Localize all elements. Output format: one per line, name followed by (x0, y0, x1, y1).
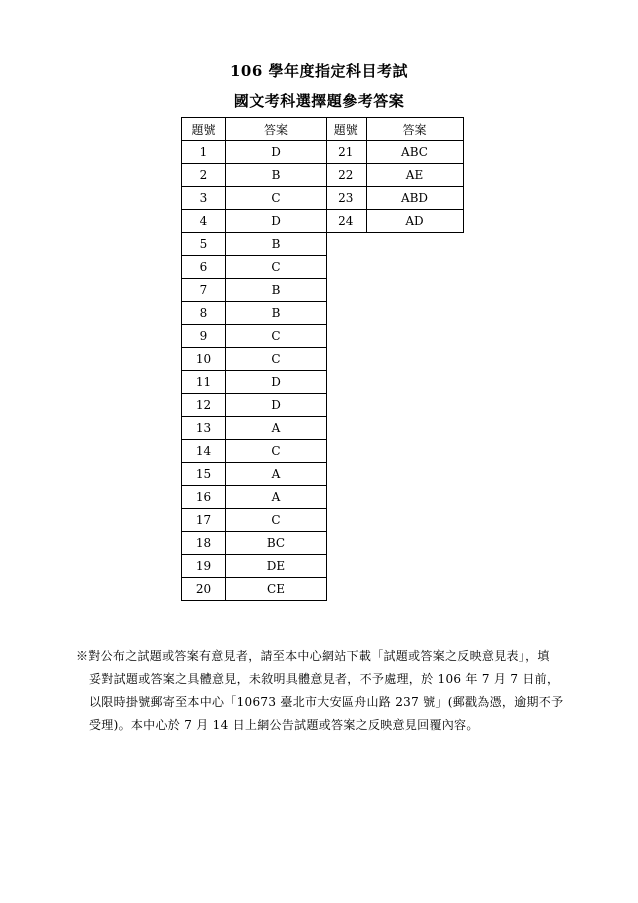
table-row (326, 164, 463, 187)
answer-cell: AD (366, 210, 463, 233)
table-row (182, 486, 327, 509)
question-number: 15 (182, 463, 226, 486)
answer-table-left (181, 117, 327, 601)
column-header-answer: 答案 (366, 118, 463, 141)
table-row (182, 279, 327, 302)
table-row (182, 141, 327, 164)
notice-line: 受理)。本中心於 7 月 14 日上網公告試題或答案之反映意見回覆內容。 (89, 718, 479, 732)
question-number: 1 (182, 141, 226, 164)
answer-cell: C (226, 440, 327, 463)
notice-line: 妥對試題或答案之具體意見，未敘明具體意見者，不予處理，於 106 年 7 月 7 日前， (89, 672, 560, 686)
column-header-number: 題號 (182, 118, 226, 141)
answer-cell: C (226, 348, 327, 371)
table-row (182, 210, 327, 233)
answer-cell: BC (226, 532, 327, 555)
answer-cell: C (226, 325, 327, 348)
table-row (326, 187, 463, 210)
answer-cell: B (226, 164, 327, 187)
question-number: 19 (182, 555, 226, 578)
question-number: 23 (326, 187, 366, 210)
question-number: 7 (182, 279, 226, 302)
table-row (182, 463, 327, 486)
question-number: 22 (326, 164, 366, 187)
table-row (182, 371, 327, 394)
answer-cell: CE (226, 578, 327, 601)
table-row (182, 440, 327, 463)
table-row (182, 532, 327, 555)
answer-cell: D (226, 141, 327, 164)
table-row (182, 394, 327, 417)
table-row (182, 325, 327, 348)
question-number: 4 (182, 210, 226, 233)
answer-cell: AE (366, 164, 463, 187)
question-number: 3 (182, 187, 226, 210)
question-number: 20 (182, 578, 226, 601)
answer-cell: B (226, 233, 327, 256)
question-number: 18 (182, 532, 226, 555)
question-number: 2 (182, 164, 226, 187)
question-number: 6 (182, 256, 226, 279)
column-header-number: 題號 (326, 118, 366, 141)
document-title: 106 學年度指定科目考試 (229, 62, 409, 80)
table-row (182, 187, 327, 210)
answer-cell: D (226, 210, 327, 233)
question-number: 8 (182, 302, 226, 325)
question-number: 16 (182, 486, 226, 509)
answer-cell: C (226, 509, 327, 532)
answer-cell: D (226, 371, 327, 394)
table-row (326, 210, 463, 233)
answer-cell: A (226, 417, 327, 440)
table-row (326, 141, 463, 164)
table-row (182, 164, 327, 187)
question-number: 21 (326, 141, 366, 164)
table-row (182, 302, 327, 325)
table-row (182, 233, 327, 256)
question-number: 9 (182, 325, 226, 348)
table-header-row (182, 118, 327, 141)
answer-cell: A (226, 463, 327, 486)
question-number: 13 (182, 417, 226, 440)
question-number: 5 (182, 233, 226, 256)
answer-table-left-body (182, 141, 327, 601)
notice-line: 以限時掛號郵寄至本中心「10673 臺北市大安區舟山路 237 號」(郵戳為憑，逾期不予 (89, 695, 564, 709)
question-number: 14 (182, 440, 226, 463)
question-number: 24 (326, 210, 366, 233)
question-number: 10 (182, 348, 226, 371)
table-row (182, 348, 327, 371)
answer-cell: B (226, 279, 327, 302)
table-row (182, 256, 327, 279)
objection-notice (76, 645, 576, 737)
document-subtitle: 國文考科選擇題參考答案 (233, 92, 405, 110)
answer-cell: C (226, 187, 327, 210)
table-row (182, 555, 327, 578)
question-number: 17 (182, 509, 226, 532)
table-row (182, 578, 327, 601)
answer-cell: A (226, 486, 327, 509)
answer-cell: ABD (366, 187, 463, 210)
answer-cell: C (226, 256, 327, 279)
column-header-answer: 答案 (226, 118, 327, 141)
answer-table-right (326, 117, 464, 233)
answer-cell: B (226, 302, 327, 325)
answer-cell: ABC (366, 141, 463, 164)
answer-cell: D (226, 394, 327, 417)
table-row (182, 417, 327, 440)
answer-cell: DE (226, 555, 327, 578)
question-number: 12 (182, 394, 226, 417)
question-number: 11 (182, 371, 226, 394)
answer-table-right-body (326, 141, 463, 233)
table-header-row (326, 118, 463, 141)
table-row (182, 509, 327, 532)
notice-line: ※對公布之試題或答案有意見者，請至本中心網站下載「試題或答案之反映意見表」，填 (76, 649, 550, 663)
